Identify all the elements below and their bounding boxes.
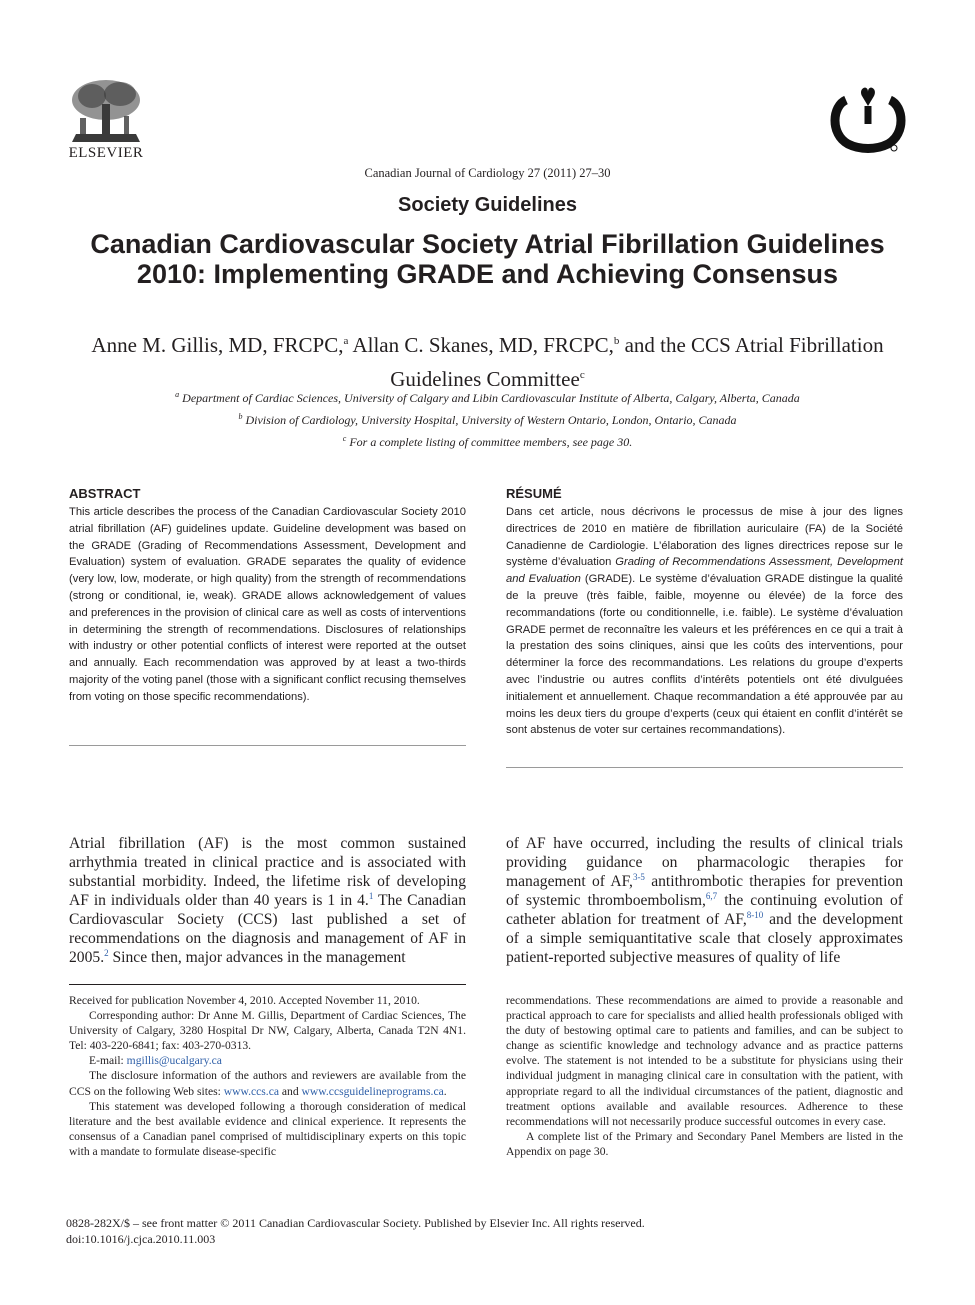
- ccs-guidelines-website-link[interactable]: www.ccsguidelineprograms.ca: [301, 1084, 444, 1098]
- citation-link[interactable]: 1: [368, 890, 374, 901]
- body-text: of AF have occurred, including the results of clinical trials providing guidance on pharmacologic therapies for management of AF,: [506, 835, 903, 890]
- abstract-heading: ABSTRACT: [69, 486, 141, 501]
- journal-citation: Canadian Journal of Cardiology 27 (2011) 27–30: [364, 166, 611, 180]
- body-text: Atrial fibrillation (AF) is the most common sustained arrhythmia treated in clinical practice and is associated with substantial morbidity. Indeed, the lifetime risk of developing AF in individuals older than 40 years is 1 in 4.: [69, 835, 466, 909]
- statement-note: This statement was developed following a thorough consideration of medical literature and the best available evidence and clinical experience. It represents the consensus of a Canadian panel comprised of multidisciplinary experts on this topic with a mandate to formulate disease-specific: [69, 1099, 466, 1158]
- copyright-line: 0828-282X/$ – see front matter © 2011 Canadian Cardiovascular Society. Published by Elsevier Inc. All rights reserved.: [66, 1216, 645, 1230]
- affiliation-c: [0, 434, 975, 450]
- citation-link[interactable]: 2: [104, 947, 109, 958]
- body-text: and the development of a simple semiquantitative scale that closely approximates patient-reported subjective measures of quality of life: [506, 911, 903, 966]
- corresponding-author: Corresponding author: Dr Anne M. Gillis, Department of Cardiac Sciences, The University of Calgary, 3280 Hospital Dr NW, Calgary, Alberta, Canada T2N 4N1. Tel: 403-220-6841; fax: 403-270-0313.: [69, 1009, 466, 1053]
- ccs-logo: [828, 84, 908, 154]
- affiliation-mark: b: [238, 412, 243, 421]
- footnote-divider: [69, 984, 466, 985]
- email-label: E-mail:: [89, 1054, 127, 1068]
- resume-text-italic: Grading of Recommendations Assessment, Development and Evaluation: [506, 556, 903, 586]
- section-label: Society Guidelines: [398, 194, 577, 216]
- citation-link[interactable]: 3-5: [632, 871, 645, 882]
- resume-divider: [506, 767, 903, 768]
- affiliation-mark: c: [579, 369, 585, 381]
- disclosure-note: [69, 1068, 466, 1098]
- disclosure-text: The disclosure information of the authors and reviewers are available from the CCS on the following Web sites:: [69, 1069, 466, 1098]
- doi-line: doi:10.1016/j.cjca.2010.11.003: [66, 1232, 216, 1246]
- affiliation-mark: c: [342, 434, 347, 443]
- statement-continuation: recommendations. These recommendations are aimed to provide a reasonable and practical approach to care for specialists and allied health professionals obliged with the duty of bestowing optimal care to patients and families, and can be subject to change as scientific knowledge and technology advance and as practice patterns evolve. The statement is not intended to be a substitute for physicians using their individual judgment in managing clinical care in consultation with the patient, with appropriate regard to all the individual circumstances of the patient, diagnostic and treatment options available and available resources. Adherence to these recommendations will not necessarily produce successful outcomes in every case.: [506, 994, 903, 1128]
- affiliation-mark: b: [613, 335, 620, 347]
- body-column-left: [69, 834, 466, 967]
- author-list: [60, 326, 915, 394]
- resume-text-part: Dans cet article, nous décrivons le processus de mise à jour des lignes directrices de 2010 en matière de fibrillation auriculaire (FA) de la Société Canadienne de Cardiologie. L’élaboration des lignes directrices repose sur le système d’évaluation: [506, 506, 903, 569]
- disclosure-text: .: [443, 1084, 447, 1098]
- abstract-section: [69, 486, 466, 706]
- disclosure-text: and: [279, 1084, 302, 1098]
- author-name: Anne M. Gillis, MD, FRCPC,: [91, 333, 344, 357]
- footnotes-left: [69, 993, 466, 1159]
- body-text: the continuing evolution of catheter ablation for treatment of AF,: [506, 892, 903, 928]
- affiliation-text: Department of Cardiac Sciences, University of Calgary and Libin Cardiovascular Institute of Alberta, Calgary, Alberta, Canada: [182, 391, 800, 405]
- body-text: antithrombotic therapies for prevention of systemic thromboembolism,: [506, 873, 903, 909]
- resume-heading: RÉSUMÉ: [506, 486, 562, 501]
- article-title: Canadian Cardiovascular Society Atrial Fibrillation Guidelines 2010: Implementing GRADE and Achieving Consensus: [90, 229, 885, 289]
- citation-link[interactable]: 6,7: [705, 890, 718, 901]
- received-dates: Received for publication November 4, 2010. Accepted November 11, 2010.: [69, 994, 420, 1007]
- body-text: The Canadian Cardiovascular Society (CCS) last published a set of recommendations on the diagnosis and management of AF in 2005.: [69, 892, 466, 966]
- affiliation-b: [0, 412, 975, 428]
- email-link[interactable]: mgillis@ucalgary.ca: [126, 1054, 222, 1068]
- resume-text: [506, 504, 903, 739]
- affiliation-a: [0, 390, 975, 406]
- affiliation-text: Division of Cardiology, University Hospital, University of Western Ontario, London, Ontario, Canada: [245, 413, 737, 427]
- footnotes-right: [506, 993, 903, 1159]
- resume-section: [506, 486, 903, 739]
- affiliation-mark: a: [175, 390, 180, 399]
- copyright-footer: [66, 1215, 645, 1247]
- abstract-text: This article describes the process of the Canadian Cardiovascular Society 2010 atrial fibrillation (AF) guidelines update. Guideline development was based on the GRADE (Grading of Recommendations Assessment, Development and Evaluation) system of evaluation. GRADE separates the quality of evidence (very low, low, moderate, or high quality) from the strength of recommendations (strong or conditional, ie, weak). GRADE allows acknowledgement of values and preferences in the provision of clinical care as well as costs of interventions in determining the strength of recommendations. Disclosures of relationships with industry or other potential conflicts of interest were reported at the outset and annually. Each recommendation was approved by at least a two-thirds majority of the voting panel (those with a significant conflict recusing themselves from voting on those specific recommendations).: [69, 506, 466, 703]
- ccs-website-link[interactable]: www.ccs.ca: [223, 1084, 279, 1098]
- resume-text-part: (GRADE). Le système d’évaluation GRADE distingue la qualité de la preuve (très faible, faible, moyenne ou élevée) de la force des recommandations (forte ou conditionnelle, i.e. faible). Le système d’évaluation GRADE permet de reconnaître les valeurs et les préférences en ce qui a trait à la prestation des soins cliniques, ainsi que les coûts des interventions, pour déterminer la force des recommandations. Les relations du groupe d’experts avec l’industrie ou autres conflits d’intérêts potentiels ont été divulguées initialement et annuellement. Chaque recommandation a été approuvée par au moins les deux tiers du groupe d’experts (ceux qui étaient en conflit d’intérêt se sont abstenus de voter sur certaines recommandations).: [506, 573, 903, 737]
- publisher-name: ELSEVIER: [68, 145, 144, 161]
- author-name: Allan C. Skanes, MD, FRCPC,: [348, 333, 614, 357]
- abstract-divider: [69, 745, 466, 746]
- body-column-right: [506, 834, 903, 967]
- body-text: Since then, major advances in the management: [108, 949, 406, 966]
- email-line: [69, 1053, 466, 1068]
- affiliation-text: For a complete listing of committee members, see page 30.: [349, 435, 633, 449]
- appendix-note: A complete list of the Primary and Secondary Panel Members are listed in the Appendix on page 30.: [506, 1129, 903, 1158]
- author-name: and the CCS Atrial Fibrillation Guidelines Committee: [390, 333, 884, 391]
- citation-link[interactable]: 8-10: [746, 909, 764, 920]
- affiliation-mark: a: [343, 335, 349, 347]
